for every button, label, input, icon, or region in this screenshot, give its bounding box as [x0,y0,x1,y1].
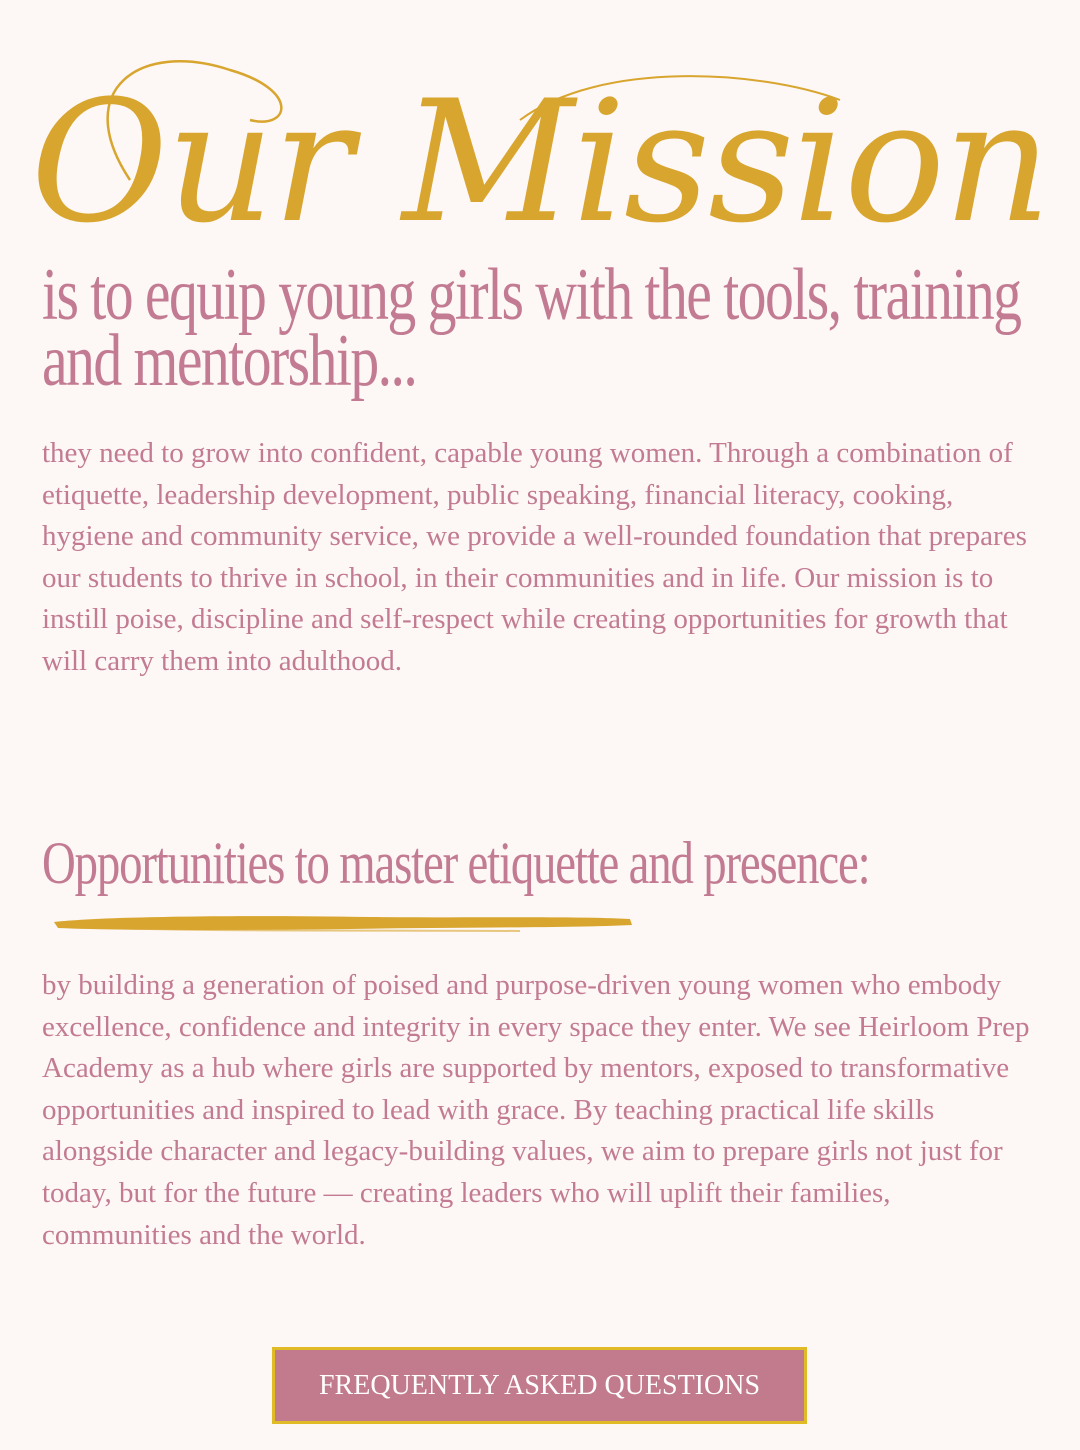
opportunities-heading: Opportunities to master etiquette and presence: [42,830,870,896]
mission-paragraph: they need to grow into confident, capable young women. Through a combination of etiquette, leadership development, public speaking, financial literacy, cooking, hygiene and community service, we provide a well-rounded foundation that prepares our students to thrive in school, in their communities and in life. Our mission is to instill poise, discipline and self-respect while creating opportunities for growth that will carry them into adulthood. [42,437,1027,677]
script-title-text: Our Mission [30,64,1050,260]
mission-script-title [0,30,1080,270]
faq-button[interactable]: FREQUENTLY ASKED QUESTIONS [272,1347,807,1424]
opportunities-paragraph: by building a generation of poised and purpose-driven young women who embody excellence, confidence and integrity in every space they enter. We see Heirloom Prep Academy as a hub where girls are supported by mentors, exposed to transformative opportunities and inspired to lead with grace. By teaching practical life skills alongside character and legacy-building values, we aim to prepare girls not just for today, but for the future — creating leaders who will uplift their families, communities and the world. [42,969,1030,1251]
mission-lead-heading: is to equip young girls with the tools, training and mentorship... [42,254,1021,402]
brush-underline [50,910,635,938]
